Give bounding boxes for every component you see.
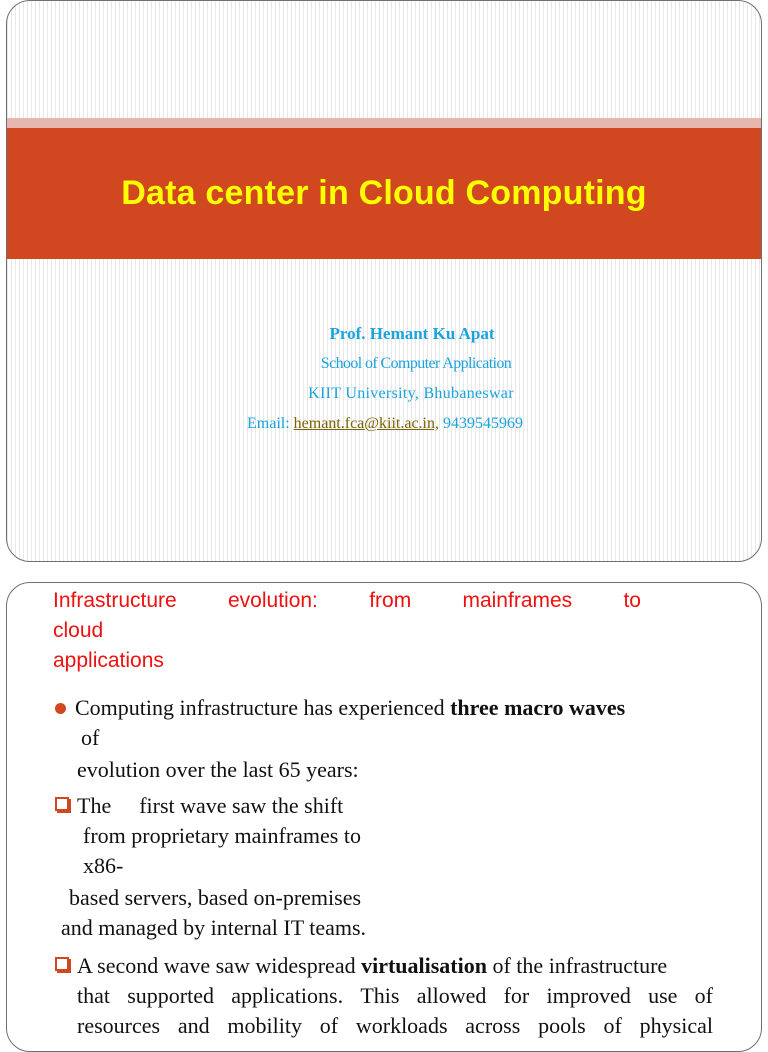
heading-line-2: cloud: [53, 619, 104, 642]
word: This: [360, 983, 400, 1008]
heading-line-1: [53, 586, 641, 616]
phone-number: 9439545969: [439, 415, 523, 432]
word: across: [465, 1013, 521, 1038]
accent-band: [7, 118, 761, 128]
square-bullet-icon: [55, 797, 69, 811]
bullet-2-line-4: based servers, based on-premises: [69, 885, 362, 910]
word: of: [603, 1013, 622, 1038]
bullet-3-line-2: [77, 981, 713, 1011]
slide-title: Data center in Cloud Computing: [121, 174, 647, 212]
heading-word: Infrastructure: [53, 589, 177, 612]
bullet-3-line-1: [77, 951, 667, 981]
bullet-2-line-2: from proprietary mainframes to: [83, 823, 361, 848]
title-banner: [7, 128, 761, 259]
word: mobility: [227, 1013, 302, 1038]
bullet-2-line-1: [77, 791, 343, 821]
title-slide: [6, 0, 762, 562]
word: resources: [77, 1013, 161, 1038]
bullet-1-line-2: of: [81, 725, 100, 750]
bullet-bold-text: virtualisation: [361, 953, 487, 978]
word: and: [177, 1013, 210, 1038]
word: use: [648, 983, 678, 1008]
word: allowed: [416, 983, 487, 1008]
bullet-text: Computing infrastructure has experienced: [75, 695, 451, 720]
word: pools: [538, 1013, 586, 1038]
bullet-1-line-3: evolution over the last 65 years:: [77, 757, 359, 782]
bullet-1-line-1: [75, 693, 625, 723]
bullet-text: first wave saw the shift: [139, 793, 344, 818]
bullet-text: The: [77, 793, 112, 818]
school-name: School of Computer Application: [320, 355, 512, 372]
word: of: [694, 983, 713, 1008]
bullet-text: of the infrastructure: [486, 953, 668, 978]
word: workloads: [355, 1013, 448, 1038]
word: improved: [546, 983, 631, 1008]
bullet-dot-icon: [55, 703, 66, 714]
heading-word: evolution:: [228, 589, 318, 612]
email-label: Email:: [247, 415, 294, 432]
author-info: [7, 319, 761, 439]
heading-word: from: [369, 589, 412, 612]
content-slide: [6, 582, 762, 1052]
bullet-3-line-3: [77, 1011, 713, 1041]
square-bullet-icon: [55, 957, 69, 971]
word: physical: [639, 1013, 713, 1038]
author-name: Prof. Hemant Ku Apat: [329, 324, 495, 343]
university-name: KIIT University, Bhubaneswar: [308, 385, 514, 402]
contact-line: [8, 409, 762, 439]
word: that: [77, 983, 110, 1008]
bullet-text: A second wave saw widespread: [77, 953, 362, 978]
word: applications.: [231, 983, 344, 1008]
heading-word: to: [623, 589, 641, 612]
heading-word: mainframes: [462, 589, 573, 612]
bullet-2-line-5: and managed by internal IT teams.: [61, 915, 367, 940]
email-link[interactable]: hemant.fca@kiit.ac.in,: [293, 415, 439, 432]
heading-line-3: applications: [53, 649, 164, 672]
bullet-2-line-3: x86-: [83, 853, 124, 878]
word: for: [503, 983, 530, 1008]
slide-heading: [53, 586, 641, 676]
word: of: [319, 1013, 339, 1038]
word: supported: [127, 983, 215, 1008]
bullet-bold-text: three macro waves: [450, 695, 626, 720]
